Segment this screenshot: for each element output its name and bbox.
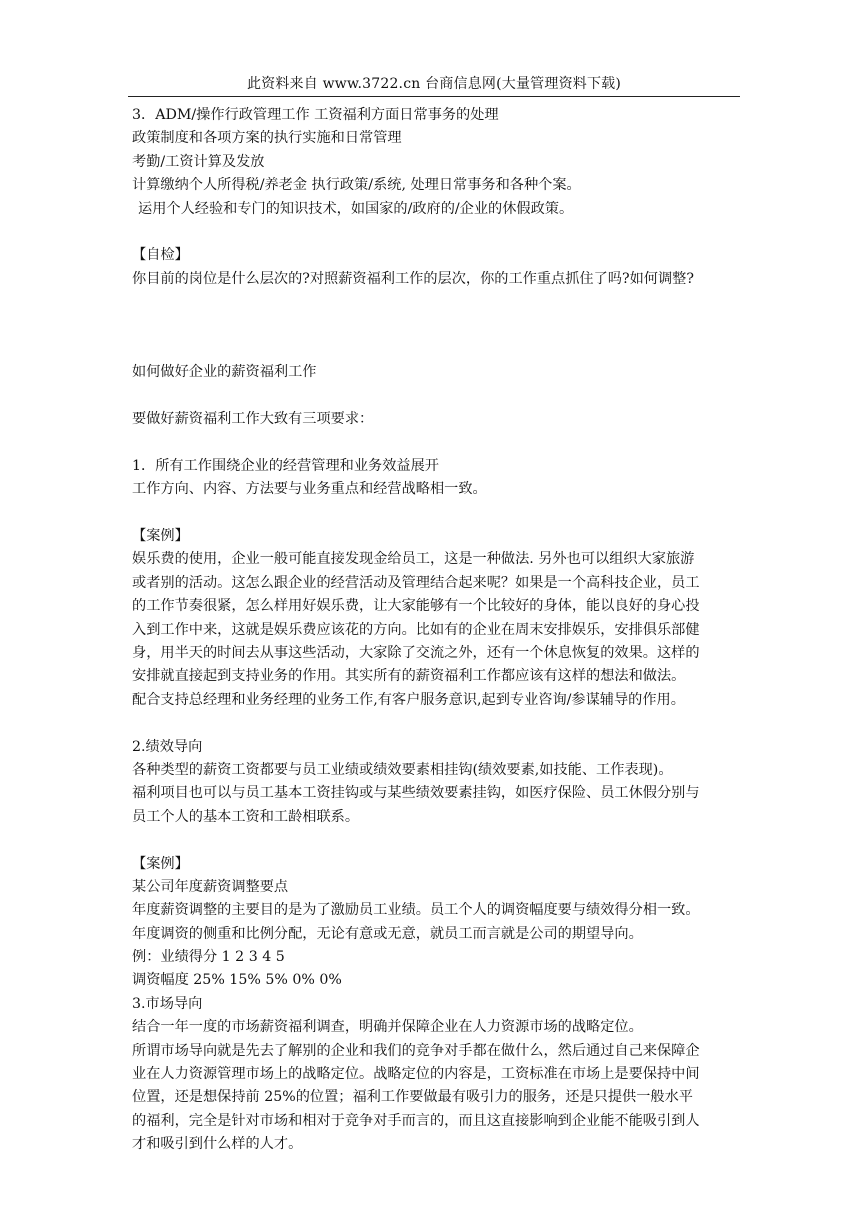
case-heading: 【案例】 (132, 528, 189, 545)
requirement-1-heading: 1．所有工作围绕企业的经营管理和业务效益展开 (132, 457, 439, 474)
paragraph-spacer (132, 829, 744, 852)
body-line: 各种类型的薪资工资都要与员工业绩或绩效要素相挂钩(绩效要素,如技能、工作表现)。 (132, 761, 673, 778)
body-line: 计算缴纳个人所得税/养老金 执行政策/系统, 处理日常事务和各种个案。 (132, 177, 581, 194)
document-body (132, 104, 744, 1157)
body-line: 才和吸引到什么样的人才。 (132, 1136, 303, 1153)
score-example-line: 例：业绩得分 1 2 3 4 5 (132, 949, 285, 966)
body-line: 身，用半天的时间去从事这些活动，大家除了交流之外，还有一个休息恢复的效果。这样的 (132, 645, 700, 661)
paragraph-spacer (132, 338, 744, 361)
self-check-heading: 【自检】 (132, 247, 189, 264)
body-line: 位置，还是想保持前 25%的位置；福利工作要做最有吸引力的服务，还是只提供一般水平 (132, 1089, 693, 1106)
body-line: 的福利，完全是针对市场和相对于竞争对手而言的，而且这直接影响到企业能不能吸引到人 (132, 1112, 700, 1129)
section-3-heading: 3．ADM/操作行政管理工作 工资福利方面日常事务的处理 (132, 107, 499, 123)
section-title: 如何做好企业的薪资福利工作 (132, 364, 317, 381)
body-line: 某公司年度薪资调整要点 (132, 878, 289, 895)
body-line: 福利项目也可以与员工基本工资挂钩或与某些绩效要素挂钩，如医疗保险、员工休假分别与 (132, 785, 700, 802)
paragraph-spacer (132, 221, 744, 244)
page-header-source-note: 此资料来自 www.3722.cn 台商信息网(大量管理资料下载) (246, 76, 622, 92)
body-line: 你目前的岗位是什么层次的?对照薪资福利工作的层次，你的工作重点抓住了吗?如何调整? (132, 270, 694, 287)
paragraph-spacer (132, 712, 744, 735)
body-line: 员工个人的基本工资和工龄相联系。 (132, 808, 360, 825)
body-line: 工作方向、内容、方法要与业务重点和经营战略相一致。 (132, 481, 487, 498)
body-line: 考勤/工资计算及发放 (132, 153, 265, 170)
body-line: 娱乐费的使用，企业一般可能直接发现金给员工，这是一种做法. 另外也可以组织大家旅游 (132, 551, 695, 568)
raise-range-line: 调资幅度 25% 15% 5% 0% 0% (132, 972, 342, 989)
paragraph-spacer (132, 291, 744, 338)
paragraph-spacer (132, 431, 744, 454)
body-line: 配合支持总经理和业务经理的业务工作,有客户服务意识,起到专业咨询/参谋辅导的作用。 (132, 691, 685, 708)
body-line: 年度薪资调整的主要目的是为了激励员工业绩。员工个人的调资幅度要与绩效得分相一致。 (132, 902, 700, 919)
body-line: 的工作节奏很紧，怎么样用好娱乐费，让大家能够有一个比较好的身体，能以良好的身心投 (132, 598, 700, 615)
body-line: 运用个人经验和专门的知识技术，如国家的/政府的/企业的休假政策。 (138, 200, 574, 217)
requirement-3-heading: 3.市场导向 (132, 995, 203, 1012)
body-line: 入到工作中来，这就是娱乐费应该花的方向。比如有的企业在周末安排娱乐，安排俱乐部健 (132, 621, 700, 638)
header-divider (128, 96, 740, 97)
body-line: 业在人力资源管理市场上的战略定位。战略定位的内容是，工资标准在市场上是要保持中间 (132, 1066, 700, 1083)
requirement-2-heading: 2.绩效导向 (132, 738, 203, 755)
paragraph-spacer (132, 385, 744, 408)
paragraph-spacer (132, 502, 744, 525)
body-line: 年度调资的侧重和比例分配，无论有意或无意，就员工而言就是公司的期望导向。 (132, 925, 643, 942)
body-line: 政策制度和各项方案的执行实施和日常管理 (132, 130, 402, 147)
body-line: 结合一年一度的市场薪资福利调查，明确并保障企业在人力资源市场的战略定位。 (132, 1019, 643, 1036)
body-line: 或者别的活动。这怎么跟企业的经营活动及管理结合起来呢？如果是一个高科技企业，员工 (132, 574, 700, 591)
body-line: 要做好薪资福利工作大致有三项要求： (132, 411, 374, 428)
body-line: 安排就直接起到支持业务的作用。其实所有的薪资福利工作都应该有这样的想法和做法。 (132, 668, 686, 685)
body-line: 所谓市场导向就是先去了解别的企业和我们的竞争对手都在做什么，然后通过自己来保障企 (132, 1042, 700, 1059)
case-heading: 【案例】 (132, 855, 189, 872)
